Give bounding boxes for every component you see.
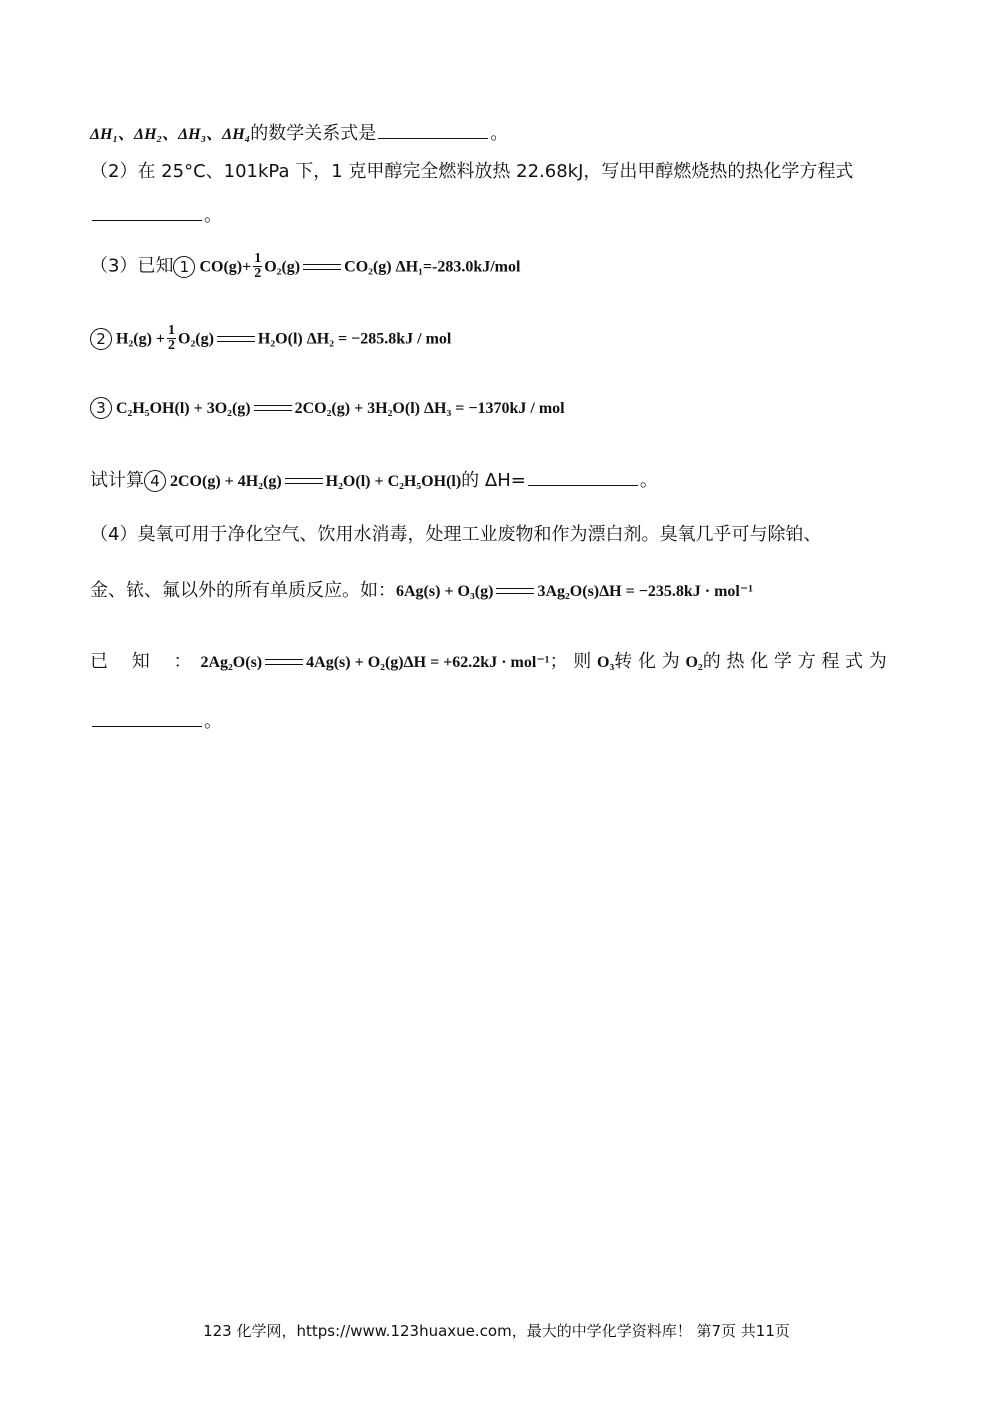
- delta-h-list: ΔH₁、ΔH₂、ΔH₃、ΔH₄: [90, 126, 251, 143]
- eq2-right: H₂O(l) ΔH₂ = −285.8kJ / mol: [257, 330, 452, 348]
- equals-bar: [265, 659, 303, 665]
- frac-num: 1: [168, 323, 176, 338]
- oxygen-formula: O₂: [685, 654, 703, 671]
- equation-4-line: [90, 467, 903, 495]
- q3-intro: （3）已知: [90, 255, 174, 277]
- page-footer: 123 化学网，https://www.123huaxue.com，最大的中学化学资料库！ 第7页 共11页: [203, 1322, 790, 1340]
- eq1-o2: O₂(g): [264, 258, 301, 276]
- circled-number-4: 4: [144, 470, 166, 492]
- tail-a: ； 则: [549, 651, 592, 672]
- frac-den: 2: [168, 338, 176, 353]
- equation-1-line: [90, 252, 903, 281]
- tail-b: 转 化 为: [614, 651, 680, 672]
- question-4-line-3: [90, 649, 903, 676]
- circled-number-2: 2: [90, 328, 112, 350]
- equation-3-line: [90, 395, 903, 422]
- eq-a-right: 3Ag₂O(s)ΔH = −235.8kJ · mol⁻¹: [537, 583, 754, 600]
- known-label: 已 知 ：: [90, 651, 201, 672]
- question-2-answer: [90, 202, 903, 229]
- equation-2-line: [90, 324, 903, 353]
- eq3-left: C₂H₅OH(l) + 3O₂(g): [116, 400, 251, 417]
- circled-number-3: 3: [90, 397, 112, 419]
- question-2: （2）在 25°C、101kPa 下，1 克甲醇完全燃料放热 22.68kJ，写出甲醇燃烧热的热化学方程式: [90, 161, 854, 182]
- ozone-formula: O₃: [597, 654, 615, 671]
- equals-bar: [285, 478, 323, 484]
- question-4-line-1: （4）臭氧可用于净化空气、饮用水消毒，处理工业废物和作为漂白剂。臭氧几乎可与除铂、: [90, 524, 822, 545]
- period: 。: [639, 470, 658, 491]
- eq1-right: CO₂(g) ΔH₁=-283.0kJ/mol: [344, 258, 521, 276]
- equals-bar: [254, 405, 292, 411]
- period: 。: [490, 123, 509, 144]
- question-4-answer: [90, 708, 903, 735]
- fraction-half: [253, 252, 262, 281]
- eq2-o2: O₂(g): [178, 330, 214, 348]
- calc-mid: 的 ΔH=: [461, 470, 526, 491]
- frac-den: 2: [254, 266, 262, 281]
- period: 。: [204, 205, 222, 226]
- eq-a-left: 6Ag(s) + O₃(g): [396, 583, 494, 600]
- question-4-line-2: [90, 578, 903, 605]
- equals-bar: [303, 264, 341, 270]
- eq3-right: 2CO₂(g) + 3H₂O(l) ΔH₃ = −1370kJ / mol: [294, 400, 565, 417]
- relation-text: 的数学关系式是: [250, 123, 377, 144]
- tail-c: 的 热 化 学 方 程 式 为: [702, 651, 887, 672]
- fraction-half: [167, 324, 176, 353]
- eq-b-right: 4Ag(s) + O₂(g)ΔH = +62.2kJ · mol⁻¹: [306, 654, 550, 671]
- period: 。: [204, 711, 222, 732]
- answer-blank-3[interactable]: [528, 467, 638, 486]
- calc-intro: 试计算: [90, 470, 144, 491]
- eq-b-left: 2Ag₂O(s): [200, 654, 263, 671]
- circled-number-1: 1: [173, 256, 195, 278]
- eq1-left: CO(g)+: [199, 258, 252, 276]
- eq2-left: H₂(g) +: [116, 330, 166, 348]
- answer-blank-1[interactable]: [378, 120, 488, 139]
- equals-bar: [496, 588, 534, 594]
- relation-line: [90, 120, 903, 148]
- eq4-left: 2CO(g) + 4H₂(g): [170, 473, 282, 490]
- answer-blank-2[interactable]: [92, 202, 202, 221]
- eq4-right: H₂O(l) + C₂H₅OH(l): [325, 473, 462, 490]
- answer-blank-4[interactable]: [92, 708, 202, 727]
- frac-num: 1: [254, 251, 262, 266]
- q4-text2: 金、铱、氟以外的所有单质反应。如：: [90, 580, 396, 601]
- equals-bar: [217, 336, 255, 342]
